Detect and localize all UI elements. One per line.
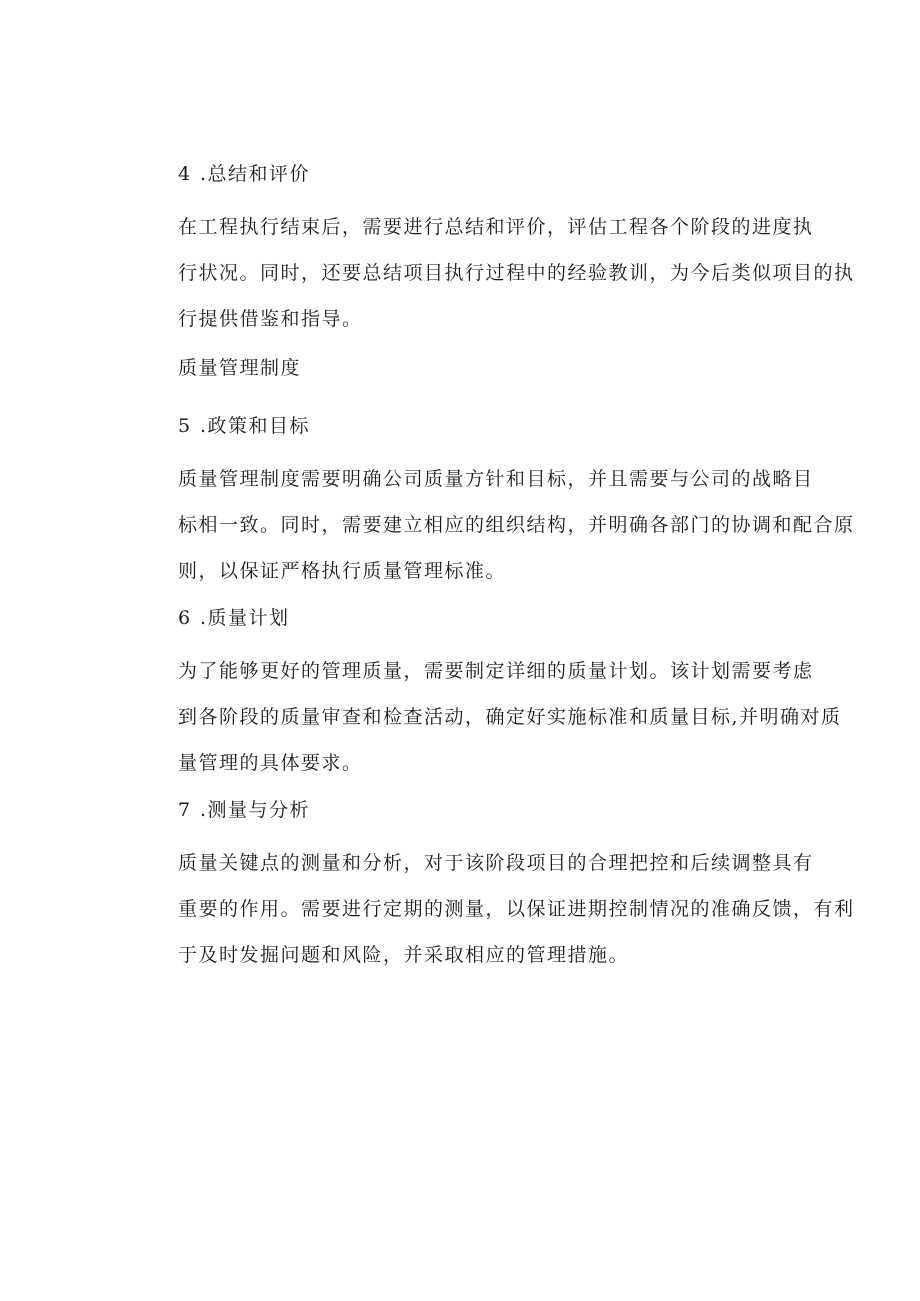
paragraph-line: 质量管理制度需要明确公司质量方针和目标，并且需要与公司的战略目 bbox=[178, 468, 814, 490]
paragraph-line: 在工程执行结束后，需要进行总结和评价，评估工程各个阶段的进度执 bbox=[178, 216, 814, 238]
section-title: .测量与分析 bbox=[200, 799, 311, 821]
section-number: 4 bbox=[178, 163, 192, 185]
section-number: 5 bbox=[178, 415, 192, 437]
section-5-paragraph bbox=[178, 456, 855, 594]
paragraph-line: 行状况。同时，还要总结项目执行过程中的经验教训，为今后类似项目的执 bbox=[178, 262, 855, 284]
paragraph-line: 重要的作用。需要进行定期的测量，以保证进期控制情况的准确反馈，有利 bbox=[178, 898, 855, 920]
paragraph-line: 行提供借鉴和指导。 bbox=[178, 308, 363, 330]
paragraph-line: 为了能够更好的管理质量，需要制定详细的质量计划。该计划需要考虑 bbox=[178, 660, 814, 682]
section-6-heading bbox=[178, 606, 802, 630]
section-number: 7 bbox=[178, 799, 192, 821]
paragraph-line: 则，以保证严格执行质量管理标准。 bbox=[178, 560, 507, 582]
paragraph-line: 到各阶段的质量审查和检查活动，确定好实施标准和质量目标,并明确对质 bbox=[178, 706, 842, 728]
section-title: .质量计划 bbox=[200, 607, 290, 629]
paragraph-line: 量管理的具体要求。 bbox=[178, 752, 363, 774]
section-title: .政策和目标 bbox=[200, 415, 311, 437]
quality-management-heading bbox=[178, 356, 802, 380]
section-number: 6 bbox=[178, 607, 192, 629]
section-7-heading bbox=[178, 798, 802, 822]
heading-text: 质量管理制度 bbox=[178, 357, 302, 379]
section-7-paragraph bbox=[178, 840, 855, 978]
section-6-paragraph bbox=[178, 648, 842, 786]
paragraph-line: 质量关键点的测量和分析，对于该阶段项目的合理把控和后续调整具有 bbox=[178, 852, 814, 874]
paragraph-line: 于及时发掘问题和风险，并采取相应的管理措施。 bbox=[178, 944, 630, 966]
section-4-heading bbox=[178, 162, 802, 186]
paragraph-line: 标相一致。同时，需要建立相应的组织结构，并明确各部门的协调和配合原 bbox=[178, 514, 855, 536]
section-5-heading bbox=[178, 414, 802, 438]
section-4-paragraph bbox=[178, 204, 855, 342]
section-title: .总结和评价 bbox=[200, 163, 311, 185]
